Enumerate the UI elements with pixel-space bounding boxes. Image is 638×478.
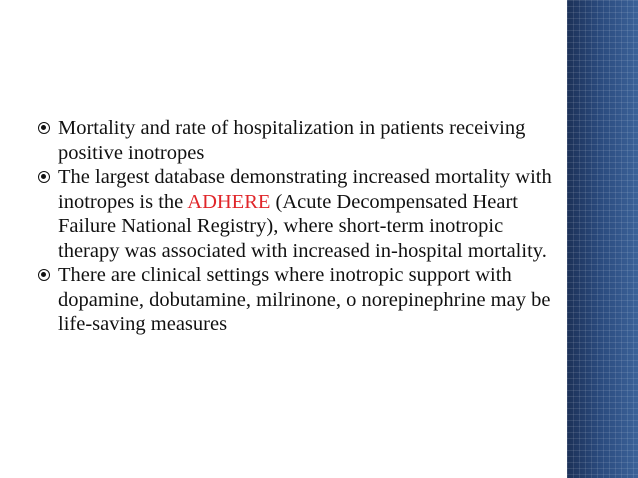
circled-dot-bullet-icon xyxy=(38,122,50,134)
circled-dot-bullet-icon xyxy=(38,269,50,281)
bullet-text: There are clinical settings where inotropic support with dopamine, dobutamine, milrinone, o norepinephrine may be life-saving measures xyxy=(58,264,551,335)
bullet-text-continued: (Acute Decompensated Heart Failure National Registry), where short-term inotropic therapy was associated with increased in-hospital mortality. xyxy=(58,190,547,262)
bullet-item xyxy=(38,263,566,337)
bullet-text: Mortality and rate of hospitalization in patients receiving positive inotropes xyxy=(58,117,526,164)
decorative-side-panel xyxy=(567,0,638,478)
circled-dot-bullet-icon xyxy=(38,171,50,183)
bullet-item xyxy=(38,165,566,263)
bullet-item xyxy=(38,116,566,165)
slide-body xyxy=(38,116,566,337)
bullet-text: The largest database demonstrating increased mortality with inotropes is the xyxy=(58,166,552,213)
registry-acronym-highlight: ADHERE xyxy=(187,190,271,213)
